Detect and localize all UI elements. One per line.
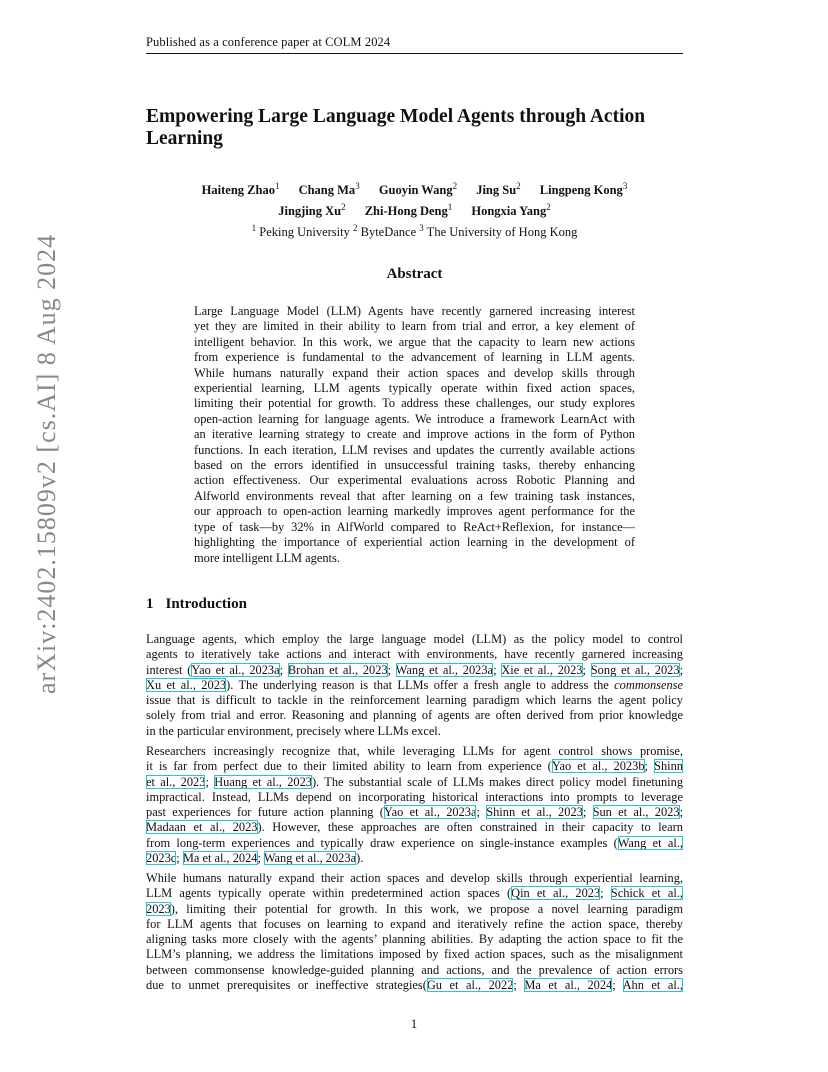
citation-link[interactable]: Ahn et al.,	[622, 978, 683, 993]
section-heading-introduction	[146, 596, 247, 613]
abstract-line: experiential learning, LLM agents typically operate within fixed action spaces,	[194, 381, 635, 396]
affiliations: $^1$ Peking University $^2$ ByteDance $^3$ The University of Hong Kong	[251, 223, 578, 240]
body-line: past experiences for future action planning (Yao et al., 2023a; Shinn et al., 2023; Sun et al., 2023;	[146, 805, 683, 820]
citation-link[interactable]: Shinn	[654, 759, 683, 774]
intro-paragraph-1	[146, 632, 683, 739]
citation-link[interactable]: Wang et al., 2023a	[263, 851, 357, 866]
body-line: it is far from perfect due to their limited ability to learn from experience (Yao et al., 2023b; Shinn	[146, 759, 683, 774]
body-line: 2023c; Ma et al., 2024; Wang et al., 2023a).	[146, 851, 364, 866]
abstract-line: highlighting the importance of experiential action learning in the development of	[194, 535, 635, 550]
citation-link[interactable]: et al., 2023	[146, 774, 206, 789]
body-line: solely from trial and error. Reasoning and planning of agents are often derived from prior knowledge	[146, 708, 683, 723]
citation-link[interactable]: Ma et al., 2024	[182, 851, 258, 866]
header-rule	[146, 53, 683, 54]
citation-link[interactable]: Shinn et al., 2023	[486, 805, 583, 820]
title-line-2: Learning	[146, 128, 223, 149]
body-line: agents to iteratively take actions and interact with environments, have recently garnered increasing	[146, 647, 683, 662]
body-line: While humans naturally expand their action spaces and develop skills through experiential learning,	[146, 871, 683, 885]
abstract-line: functions. In each iteration, LLM revises and updates the currently available actions	[194, 442, 635, 457]
abstract-line: based on the errors identified in unsuccessful training tasks, thereby enhancing	[194, 458, 635, 473]
body-line: Madaan et al., 2023). However, these approaches are often constrained in their capacity to learn	[146, 820, 683, 835]
abstract-line: limiting their potential for growth. To address these challenges, our study explores	[194, 396, 635, 411]
citation-link[interactable]: Madaan et al., 2023	[146, 820, 258, 835]
body-line: impractical. Instead, LLMs depend on incorporating historical interactions into prompts to leverage	[146, 789, 683, 804]
citation-link[interactable]: 2023	[146, 901, 171, 916]
body-line: Xu et al., 2023). The underlying reason is that LLMs offer a fresh angle to address the commonsense	[146, 677, 683, 692]
abstract-line: open-action learning for language agents. We introduce a framework LearnAct with	[194, 411, 635, 426]
author-block	[146, 178, 683, 241]
citation-link[interactable]: Gu et al., 2022	[426, 978, 514, 993]
citation-link[interactable]: Wang et al.,	[617, 835, 683, 850]
body-line: interest (Yao et al., 2023a; Brohan et al., 2023; Wang et al., 2023a; Xie et al., 2023; Song et al., 2023;	[146, 662, 683, 677]
citation-link[interactable]: Wang et al., 2023a	[395, 662, 494, 677]
abstract-body	[194, 304, 635, 566]
citation-link[interactable]: Qin et al., 2023	[511, 886, 601, 901]
body-line: 2023), limiting their potential for growth. In this work, we propose a novel learning paradigm	[146, 901, 683, 916]
citation-link[interactable]: Ma et al., 2024	[524, 978, 613, 993]
author-line-2	[146, 199, 683, 220]
citation-link[interactable]: Schick et al.,	[610, 886, 683, 901]
citation-link[interactable]: Song et al., 2023	[590, 662, 680, 677]
author-name: Lingpeng Kong$^3$	[539, 181, 628, 198]
body-line: LLM’s planning, we address the limitations imposed by fixed action spaces, such as the misalignment	[146, 947, 683, 962]
abstract-heading: Abstract	[386, 266, 443, 282]
intro-paragraph-2	[146, 744, 683, 866]
author-name: Jing Su$^2$	[476, 181, 521, 198]
body-line: between commonsense knowledge-guided planning and actions, and the prevalence of action errors	[146, 962, 683, 977]
author-name: Jingjing Xu$^2$	[278, 202, 346, 219]
abstract-line: more intelligent LLM agents.	[194, 550, 340, 565]
abstract-line: type of task—by 32% in AlfWorld compared to ReAct+Reflexion, for instance—	[194, 519, 635, 534]
section-number: 1	[146, 596, 154, 612]
running-head: Published as a conference paper at COLM 2024	[146, 35, 391, 49]
page-number: 1	[410, 1016, 418, 1031]
citation-link[interactable]: Yao et al., 2023a	[383, 805, 477, 820]
author-name: Chang Ma$^3$	[298, 181, 360, 198]
author-name: Guoyin Wang$^2$	[378, 181, 458, 198]
body-line: Researchers increasingly recognize that, while leveraging LLMs for agent control shows promise,	[146, 744, 683, 758]
author-name: Zhi-Hong Deng$^1$	[364, 202, 453, 219]
body-line: issue that is difficult to tackle in the reinforcement learning paradigm which learns the agent policy	[146, 693, 683, 708]
body-line: in the particular environment, precisely where LLMs excel.	[146, 723, 441, 738]
abstract-line: an iterative learning strategy to create and improve actions in the form of Python	[194, 427, 635, 442]
abstract-line: from experience is fundamental to the advancement of learning in LLM agents.	[194, 350, 635, 365]
body-line: et al., 2023; Huang et al., 2023). The substantial scale of LLMs makes direct policy model finetuning	[146, 774, 683, 789]
section-title-text: Introduction	[165, 596, 247, 612]
citation-link[interactable]: Sun et al., 2023	[592, 805, 680, 820]
author-line-1	[146, 178, 683, 199]
citation-link[interactable]: Yao et al., 2023a	[191, 662, 280, 677]
body-line: due to unmet prerequisites or ineffective strategies(Gu et al., 2022; Ma et al., 2024; Ahn et al.,	[146, 978, 683, 993]
abstract-line: yet they are limited in their ability to learn from trial and error, a key element of	[194, 319, 635, 334]
abstract-line: While humans naturally expand their action spaces and develop skills through	[194, 365, 635, 380]
citation-link[interactable]: Brohan et al., 2023	[287, 662, 388, 677]
body-line: aligning tasks more closely with the agents’ planning abilities. By adapting the action space to fit the	[146, 932, 683, 947]
title-line-1: Empowering Large Language Model Agents through Action	[146, 106, 646, 127]
body-line: Language agents, which employ the large language model (LLM) as the policy model to control	[146, 632, 683, 646]
abstract-line: Large Language Model (LLM) Agents have recently garnered increasing interest	[194, 304, 635, 318]
intro-paragraph-3	[146, 871, 683, 993]
body-line: from long-term experiences and typically draw experience on single-instance examples (Wang et al.,	[146, 835, 683, 850]
author-name: Haiteng Zhao$^1$	[201, 181, 280, 198]
abstract-line: our approach to open-action learning markedly improves agent performance for the	[194, 504, 635, 519]
citation-link[interactable]: Xie et al., 2023	[501, 662, 583, 677]
abstract-line: intelligent behavior. In this work, we argue that the capacity to learn new actions	[194, 334, 635, 349]
author-name: Hongxia Yang$^2$	[471, 202, 551, 219]
citation-link[interactable]: Xu et al., 2023	[146, 677, 227, 692]
arxiv-stamp: arXiv:2402.15809v2 [cs.AI] 8 Aug 2024	[32, 233, 61, 694]
citation-link[interactable]: 2023c	[146, 851, 177, 866]
citation-link[interactable]: Huang et al., 2023	[214, 774, 312, 789]
body-line: for LLM agents that focuses on learning to expand and iteratively refine the action space, thereby	[146, 916, 683, 931]
abstract-line: Alfworld environments reveal that after learning on a few training task instances,	[194, 488, 635, 503]
citation-link[interactable]: Yao et al., 2023b	[551, 759, 645, 774]
paper-title	[146, 106, 686, 150]
abstract-line: action effectiveness. Our experimental evaluations across Robotic Planning and	[194, 473, 635, 488]
body-line: LLM agents typically operate within predetermined action spaces (Qin et al., 2023; Schick et al.,	[146, 886, 683, 901]
